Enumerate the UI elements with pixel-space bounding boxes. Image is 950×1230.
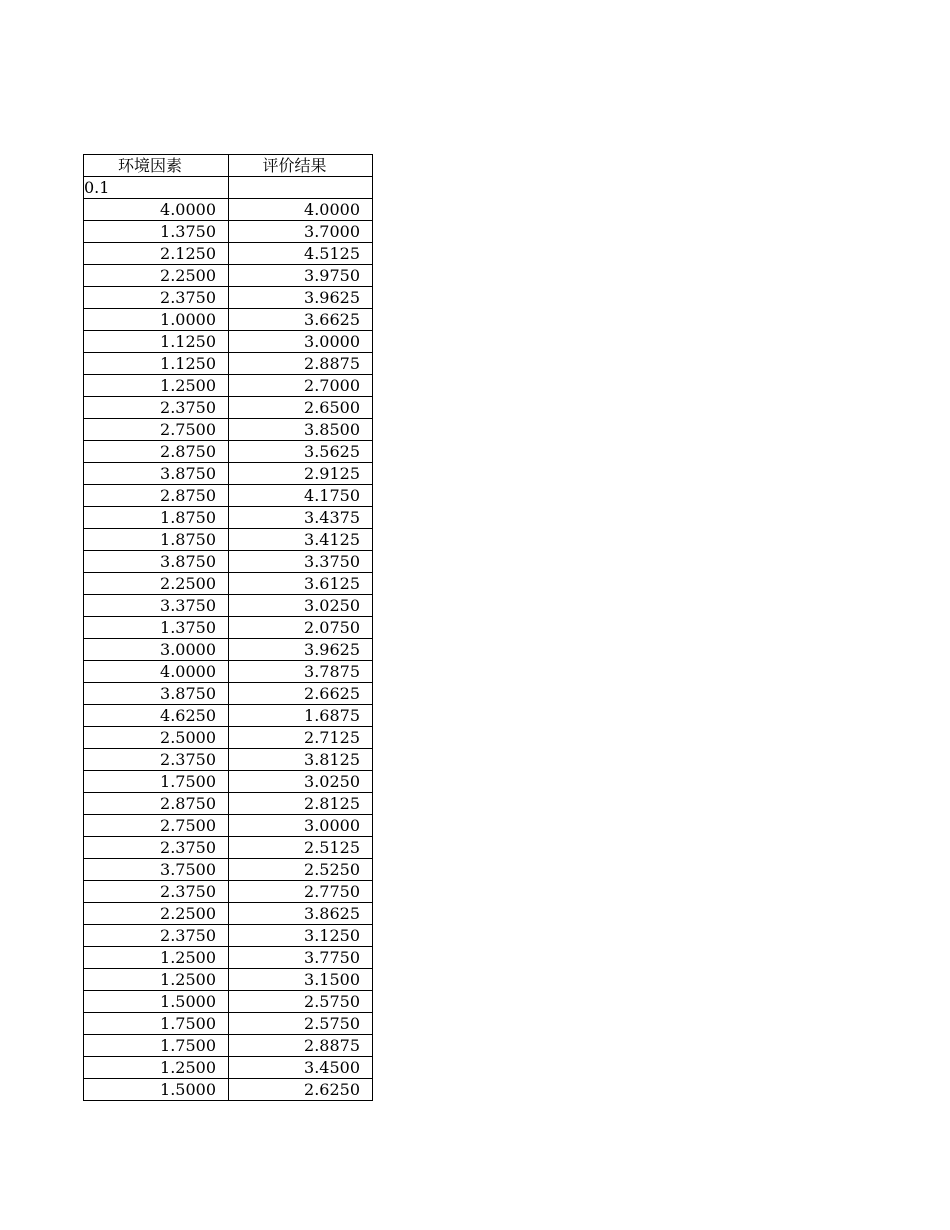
- environment-factor-cell[interactable]: 1.5000: [84, 1079, 229, 1101]
- header-cell-evaluation-result[interactable]: 评价结果: [229, 155, 373, 177]
- environment-factor-cell[interactable]: 3.7500: [84, 859, 229, 881]
- empty-cell[interactable]: [229, 177, 373, 199]
- table-row: [84, 375, 373, 397]
- environment-factor-cell[interactable]: 4.6250: [84, 705, 229, 727]
- environment-factor-cell[interactable]: 1.2500: [84, 1057, 229, 1079]
- evaluation-result-cell[interactable]: 3.4500: [229, 1057, 373, 1079]
- evaluation-result-cell[interactable]: 2.5125: [229, 837, 373, 859]
- evaluation-result-cell[interactable]: 2.8125: [229, 793, 373, 815]
- environment-factor-cell[interactable]: 1.2500: [84, 969, 229, 991]
- parameter-row: [84, 177, 373, 199]
- evaluation-result-cell[interactable]: 2.0750: [229, 617, 373, 639]
- table-row: [84, 1079, 373, 1101]
- environment-factor-cell[interactable]: 1.3750: [84, 617, 229, 639]
- evaluation-result-cell[interactable]: 3.7875: [229, 661, 373, 683]
- environment-factor-cell[interactable]: 1.3750: [84, 221, 229, 243]
- environment-factor-cell[interactable]: 2.7500: [84, 815, 229, 837]
- evaluation-result-cell[interactable]: 3.8500: [229, 419, 373, 441]
- evaluation-result-cell[interactable]: 3.5625: [229, 441, 373, 463]
- table-row: [84, 221, 373, 243]
- environment-factor-cell[interactable]: 2.7500: [84, 419, 229, 441]
- environment-factor-cell[interactable]: 2.2500: [84, 265, 229, 287]
- environment-factor-cell[interactable]: 1.2500: [84, 947, 229, 969]
- table-row: [84, 991, 373, 1013]
- environment-factor-cell[interactable]: 2.2500: [84, 903, 229, 925]
- table-row: [84, 837, 373, 859]
- evaluation-result-cell[interactable]: 3.7000: [229, 221, 373, 243]
- evaluation-result-cell[interactable]: 1.6875: [229, 705, 373, 727]
- table-row: [84, 353, 373, 375]
- table-row: [84, 793, 373, 815]
- evaluation-result-cell[interactable]: 3.9750: [229, 265, 373, 287]
- table-row: [84, 969, 373, 991]
- evaluation-result-cell[interactable]: 2.5750: [229, 1013, 373, 1035]
- table-row: [84, 683, 373, 705]
- evaluation-result-cell[interactable]: 2.8875: [229, 1035, 373, 1057]
- environment-factor-cell[interactable]: 1.1250: [84, 353, 229, 375]
- environment-factor-cell[interactable]: 3.8750: [84, 551, 229, 573]
- environment-factor-cell[interactable]: 2.1250: [84, 243, 229, 265]
- environment-factor-cell[interactable]: 2.8750: [84, 793, 229, 815]
- evaluation-result-cell[interactable]: 3.1500: [229, 969, 373, 991]
- data-table: [83, 154, 373, 1101]
- environment-factor-cell[interactable]: 2.8750: [84, 441, 229, 463]
- evaluation-result-cell[interactable]: 2.5250: [229, 859, 373, 881]
- evaluation-result-cell[interactable]: 2.6250: [229, 1079, 373, 1101]
- evaluation-result-cell[interactable]: 3.4125: [229, 529, 373, 551]
- table-row: [84, 771, 373, 793]
- table-row: [84, 903, 373, 925]
- evaluation-result-cell[interactable]: 3.8625: [229, 903, 373, 925]
- table-row: [84, 705, 373, 727]
- table-row: [84, 815, 373, 837]
- evaluation-result-cell[interactable]: 3.4375: [229, 507, 373, 529]
- evaluation-result-cell[interactable]: 4.1750: [229, 485, 373, 507]
- table-row: [84, 925, 373, 947]
- evaluation-result-cell[interactable]: 4.0000: [229, 199, 373, 221]
- table-row: [84, 727, 373, 749]
- environment-factor-cell[interactable]: 4.0000: [84, 199, 229, 221]
- table-row: [84, 309, 373, 331]
- environment-factor-cell[interactable]: 1.5000: [84, 991, 229, 1013]
- header-row: [84, 155, 373, 177]
- table-row: [84, 265, 373, 287]
- environment-factor-cell[interactable]: 1.8750: [84, 529, 229, 551]
- evaluation-result-cell[interactable]: 3.6625: [229, 309, 373, 331]
- table-row: [84, 1013, 373, 1035]
- environment-factor-cell[interactable]: 3.8750: [84, 683, 229, 705]
- table-row: [84, 859, 373, 881]
- environment-factor-cell[interactable]: 1.7500: [84, 1013, 229, 1035]
- environment-factor-cell[interactable]: 4.0000: [84, 661, 229, 683]
- evaluation-result-cell[interactable]: 2.9125: [229, 463, 373, 485]
- table-row: [84, 463, 373, 485]
- evaluation-result-cell[interactable]: 3.0000: [229, 331, 373, 353]
- evaluation-result-cell[interactable]: 3.9625: [229, 287, 373, 309]
- environment-factor-cell[interactable]: 3.0000: [84, 639, 229, 661]
- table-row: [84, 1035, 373, 1057]
- environment-factor-cell[interactable]: 2.3750: [84, 397, 229, 419]
- evaluation-result-cell[interactable]: 3.6125: [229, 573, 373, 595]
- table-row: [84, 661, 373, 683]
- environment-factor-cell[interactable]: 1.7500: [84, 771, 229, 793]
- table-row: [84, 617, 373, 639]
- table-row: [84, 507, 373, 529]
- table-row: [84, 947, 373, 969]
- environment-factor-cell[interactable]: 2.3750: [84, 881, 229, 903]
- table-row: [84, 529, 373, 551]
- evaluation-result-cell[interactable]: 4.5125: [229, 243, 373, 265]
- environment-factor-cell[interactable]: 2.3750: [84, 837, 229, 859]
- environment-factor-cell[interactable]: 1.2500: [84, 375, 229, 397]
- environment-factor-cell[interactable]: 3.3750: [84, 595, 229, 617]
- evaluation-result-cell[interactable]: 3.0250: [229, 595, 373, 617]
- evaluation-result-cell[interactable]: 3.3750: [229, 551, 373, 573]
- environment-factor-cell[interactable]: 3.8750: [84, 463, 229, 485]
- table-row: [84, 287, 373, 309]
- evaluation-result-cell[interactable]: 2.7125: [229, 727, 373, 749]
- environment-factor-cell[interactable]: 2.3750: [84, 287, 229, 309]
- environment-factor-cell[interactable]: 2.8750: [84, 485, 229, 507]
- environment-factor-cell[interactable]: 2.3750: [84, 925, 229, 947]
- table-row: [84, 397, 373, 419]
- table-row: [84, 573, 373, 595]
- evaluation-result-cell[interactable]: 3.8125: [229, 749, 373, 771]
- table-row: [84, 419, 373, 441]
- environment-factor-cell[interactable]: 1.1250: [84, 331, 229, 353]
- evaluation-result-cell[interactable]: 3.7750: [229, 947, 373, 969]
- header-cell-environment-factor[interactable]: 环境因素: [84, 155, 229, 177]
- table-row: [84, 485, 373, 507]
- table-row: [84, 749, 373, 771]
- environment-factor-cell[interactable]: 2.2500: [84, 573, 229, 595]
- table-row: [84, 595, 373, 617]
- table-row: [84, 639, 373, 661]
- evaluation-result-cell[interactable]: 2.6500: [229, 397, 373, 419]
- evaluation-result-cell[interactable]: 2.6625: [229, 683, 373, 705]
- table-row: [84, 441, 373, 463]
- table-row: [84, 243, 373, 265]
- environment-factor-cell[interactable]: 2.3750: [84, 749, 229, 771]
- environment-factor-cell[interactable]: 1.0000: [84, 309, 229, 331]
- table-row: [84, 881, 373, 903]
- evaluation-result-cell[interactable]: 3.0000: [229, 815, 373, 837]
- evaluation-result-cell[interactable]: 3.9625: [229, 639, 373, 661]
- table-row: [84, 331, 373, 353]
- table-row: [84, 1057, 373, 1079]
- parameter-cell[interactable]: 0.1: [84, 177, 229, 199]
- evaluation-result-cell[interactable]: 3.0250: [229, 771, 373, 793]
- data-table-body: [84, 155, 373, 1101]
- environment-factor-cell[interactable]: 2.5000: [84, 727, 229, 749]
- evaluation-result-cell[interactable]: 2.8875: [229, 353, 373, 375]
- environment-factor-cell[interactable]: 1.7500: [84, 1035, 229, 1057]
- evaluation-result-cell[interactable]: 2.7750: [229, 881, 373, 903]
- table-row: [84, 551, 373, 573]
- table-row: [84, 199, 373, 221]
- evaluation-result-cell[interactable]: 3.1250: [229, 925, 373, 947]
- evaluation-result-cell[interactable]: 2.7000: [229, 375, 373, 397]
- evaluation-result-cell[interactable]: 2.5750: [229, 991, 373, 1013]
- environment-factor-cell[interactable]: 1.8750: [84, 507, 229, 529]
